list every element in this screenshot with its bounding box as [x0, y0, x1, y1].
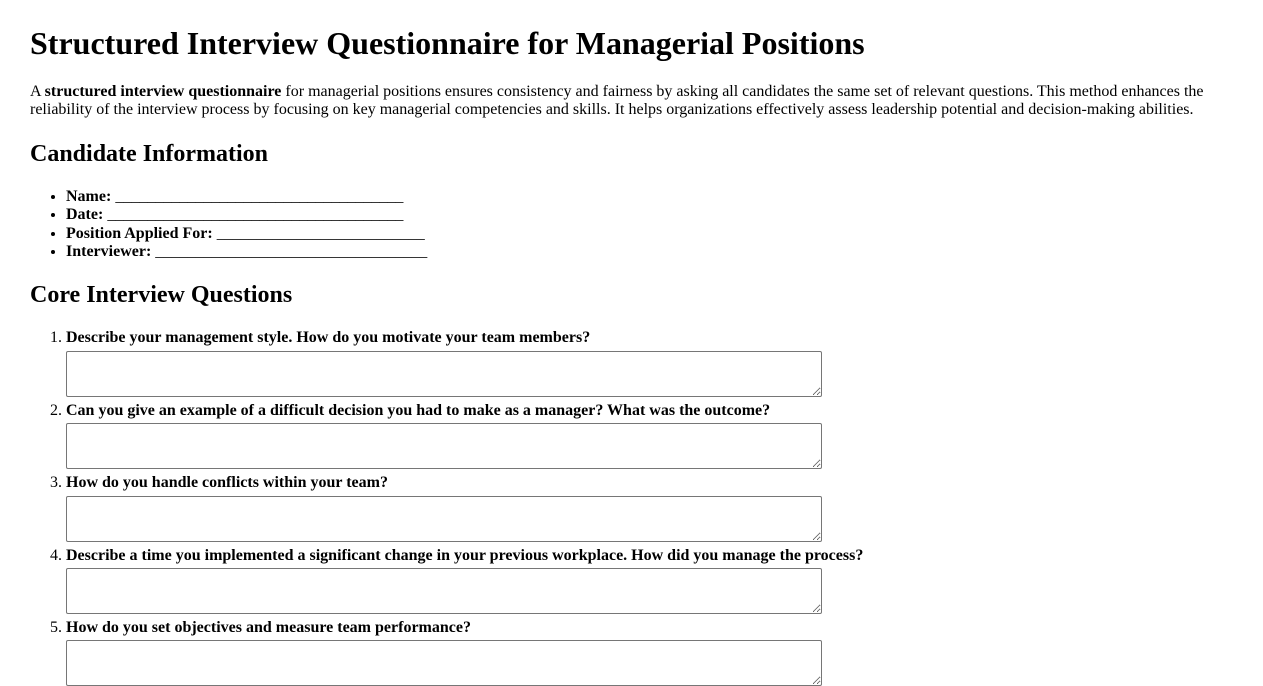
question-text-3: How do you handle conflicts within your team? — [66, 474, 388, 492]
blank-line: _____________________________________ — [107, 206, 404, 224]
question-number-5: 5. — [50, 619, 62, 637]
question-text-1: Describe your management style. How do you motivate your team members? — [66, 329, 591, 347]
blank-line: __________________________ — [216, 224, 425, 242]
candidate-field-position — [66, 225, 1233, 243]
question-number-2: 2. — [50, 401, 62, 419]
question-item-2 — [50, 401, 1233, 469]
question-item-5 — [50, 619, 1233, 686]
answer-textarea-5[interactable] — [66, 640, 822, 686]
candidate-info-list — [30, 188, 1233, 262]
question-number-1: 1. — [50, 329, 62, 347]
question-item-4 — [50, 546, 1233, 614]
intro-rest: for managerial positions ensures consistency and fairness by asking all candidates the same set of relevant questions. This method enhances the reliability of the interview process by focusing on key managerial competencies and skills. It helps organizations effectively assess leadership potential and decision-making abilities. — [30, 83, 1204, 119]
question-number-4: 4. — [50, 546, 62, 564]
answer-textarea-3[interactable] — [66, 496, 822, 542]
field-label-position: Position Applied For: — [66, 224, 213, 242]
blank-line: __________________________________ — [155, 243, 428, 261]
questionnaire-page — [30, 25, 1233, 686]
question-text-5: How do you set objectives and measure team performance? — [66, 619, 471, 637]
question-text-4: Describe a time you implemented a significant change in your previous workplace. How did you manage the process? — [66, 546, 864, 564]
field-label-date: Date: — [66, 206, 104, 224]
question-item-3 — [50, 474, 1233, 541]
answer-textarea-2[interactable] — [66, 423, 822, 469]
question-number-3: 3. — [50, 474, 62, 492]
intro-paragraph — [30, 83, 1233, 120]
blank-line: ____________________________________ — [115, 187, 404, 205]
field-label-name: Name: — [66, 187, 112, 205]
core-questions-heading: Core Interview Questions — [30, 282, 293, 309]
question-text-2: Can you give an example of a difficult decision you had to make as a manager? What was the outcome? — [66, 401, 771, 419]
candidate-field-interviewer — [66, 243, 1233, 261]
answer-textarea-1[interactable] — [66, 351, 822, 397]
intro-prefix: A — [30, 83, 45, 100]
candidate-field-date — [66, 206, 1233, 224]
page-title: Structured Interview Questionnaire for Managerial Positions — [30, 25, 865, 61]
questions-list — [30, 329, 1233, 686]
field-label-interviewer: Interviewer: — [66, 243, 152, 261]
candidate-info-heading: Candidate Information — [30, 140, 269, 167]
question-item-1 — [50, 329, 1233, 396]
intro-bold-phrase: structured interview questionnaire — [44, 83, 282, 100]
candidate-field-name — [66, 188, 1233, 206]
answer-textarea-4[interactable] — [66, 568, 822, 614]
